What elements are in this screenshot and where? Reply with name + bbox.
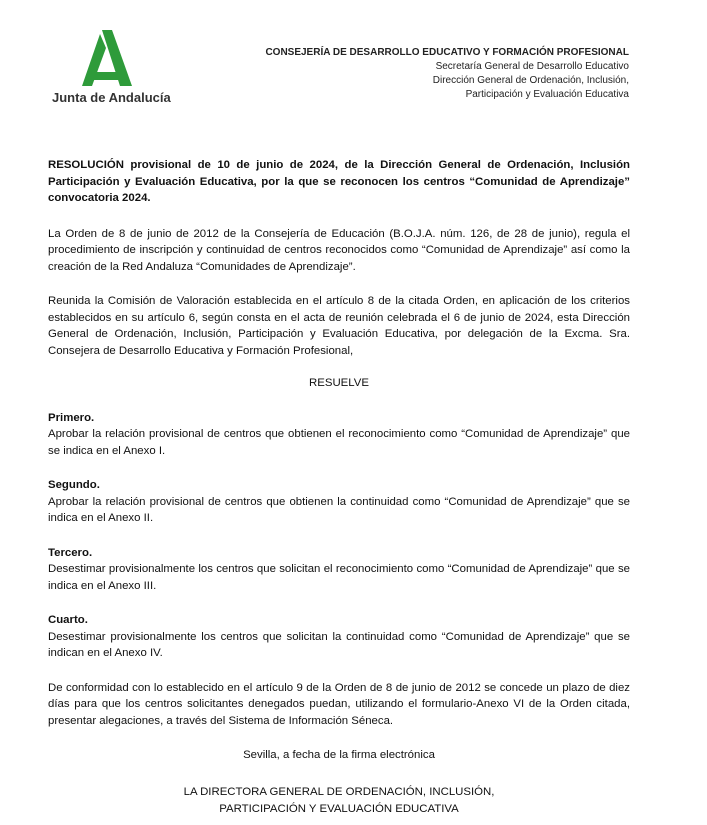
section-text: Desestimar provisionalmente los centros que solicitan la continuidad como “Comunidad de Aprendizaje” que se indican en el Anexo IV. bbox=[48, 630, 630, 659]
signature-block bbox=[48, 784, 630, 818]
header-department-block bbox=[265, 46, 629, 102]
section-title: Primero. bbox=[48, 411, 95, 424]
conformidad-paragraph: De conformidad con lo establecido en el artículo 9 de la Orden de 8 de junio de 2012 se concede un plazo de diez días para que los centros solicitantes denegados puedan, utilizando el formulario-Anexo VI de la Orden citada, presentar alegaciones, a través del Sistema de Información Séneca. bbox=[48, 681, 630, 727]
logo-text: Junta de Andalucía bbox=[52, 90, 171, 105]
section-title: Segundo. bbox=[48, 479, 100, 491]
document-body bbox=[48, 157, 630, 818]
header-line: Participación y Evaluación Educativa bbox=[465, 89, 629, 100]
closing-line: Sevilla, a fecha de la firma electrónica bbox=[243, 749, 435, 761]
section-segundo bbox=[48, 477, 630, 527]
section-text: Aprobar la relación provisional de centros que obtienen el reconocimiento como “Comunidad de Aprendizaje” que se indica en el Anexo I. bbox=[48, 428, 630, 457]
section-tercero bbox=[48, 545, 630, 595]
header-line: Dirección General de Ordenación, Inclusión, bbox=[432, 75, 629, 86]
resolution-title: RESOLUCIÓN provisional de 10 de junio de 2024, de la Dirección General de Ordenación, Inclusión Participación y Evaluación Educativa, por la que se reconocen los centros “Comunidad de Aprendizaje” convocatoria 2024. bbox=[48, 159, 630, 204]
section-title: Tercero. bbox=[48, 546, 93, 559]
junta-emblem-icon bbox=[82, 30, 146, 86]
intro-paragraph: La Orden de 8 de junio de 2012 de la Consejería de Educación (B.O.J.A. núm. 126, de 28 de junio), regula el procedimiento de inscripción y continuidad de centros reconocidos como “Comunidad de Aprendizaje” así como la creación de la Red Andaluza “Comunidades de Aprendizaje”. bbox=[48, 227, 630, 273]
header-line: Secretaría General de Desarrollo Educativo bbox=[435, 61, 629, 72]
section-title: Cuarto. bbox=[48, 614, 88, 626]
department-name: CONSEJERÍA DE DESARROLLO EDUCATIVO Y FORMACIÓN PROFESIONAL bbox=[265, 47, 629, 58]
section-primero bbox=[48, 410, 630, 460]
signature-line: PARTICIPACIÓN Y EVALUACIÓN EDUCATIVA bbox=[219, 802, 459, 815]
section-text: Aprobar la relación provisional de centros que obtienen la continuidad como “Comunidad de Aprendizaje” que se indica en el Anexo II. bbox=[48, 495, 630, 524]
section-cuarto bbox=[48, 612, 630, 662]
section-text: Desestimar provisionalmente los centros que solicitan el reconocimiento como “Comunidad de Aprendizaje” que se indica en el Anexo III. bbox=[48, 563, 630, 592]
commission-paragraph: Reunida la Comisión de Valoración establecida en el artículo 8 de la citada Orden, en aplicación de los criterios establecidos en su artículo 6, según consta en el acta de reunión celebrada el 6 de junio de 2024, esta Dirección General de Ordenación, Inclusión, Participación y Evaluación Educativa, por delegación de la Excma. Sra. Consejera de Desarrollo Educativa y Formación Profesional, bbox=[48, 295, 630, 357]
junta-logo bbox=[52, 30, 182, 110]
resuelve-heading: RESUELVE bbox=[309, 377, 369, 389]
signature-line: LA DIRECTORA GENERAL DE ORDENACIÓN, INCLUSIÓN, bbox=[183, 785, 495, 798]
